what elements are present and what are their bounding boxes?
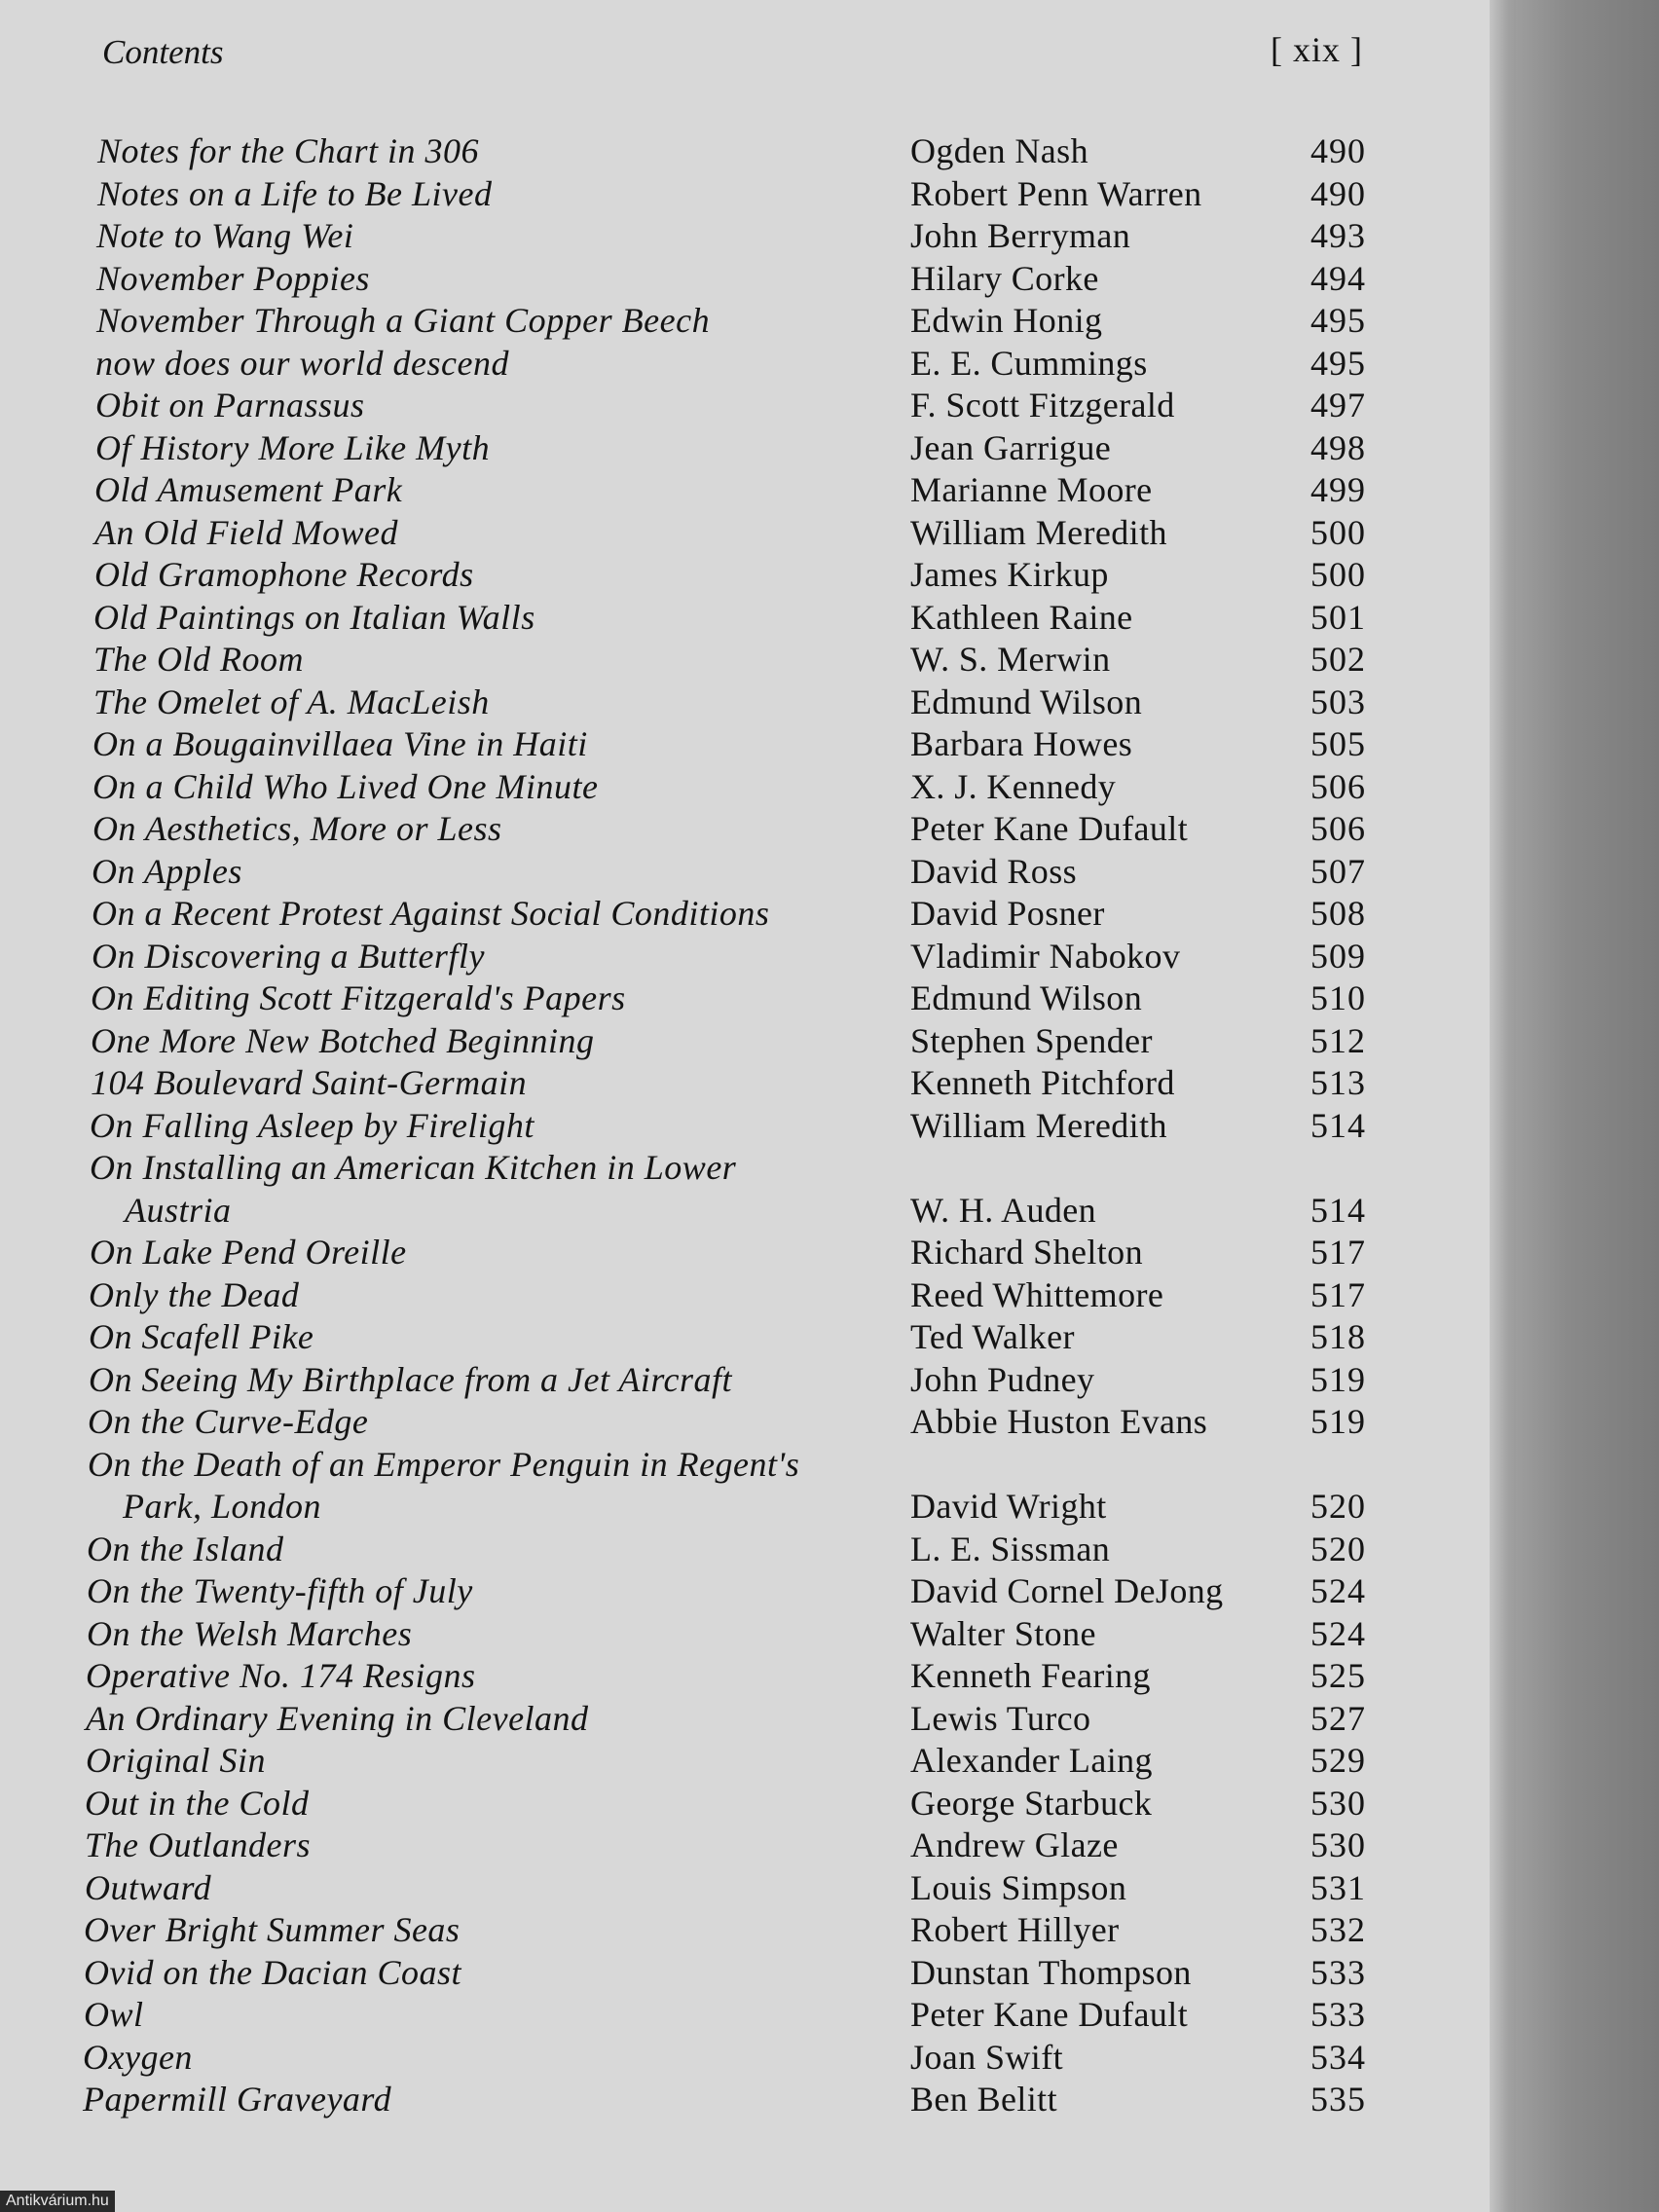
page-ref: 519	[1310, 1359, 1366, 1399]
contents-row	[0, 1529, 1490, 1571]
contents-row	[0, 2037, 1490, 2080]
poet-name: David Cornel DeJong	[910, 1571, 1224, 1610]
page-ref: 529	[1310, 1741, 1366, 1780]
page-ref: 499	[1310, 470, 1366, 509]
page-ref: 506	[1310, 766, 1366, 806]
page-ref: 498	[1310, 427, 1366, 467]
poet-name: W. H. Auden	[910, 1190, 1097, 1230]
contents-row	[0, 936, 1490, 978]
page-ref: 534	[1310, 2037, 1366, 2077]
poet-name: Abbie Huston Evans	[910, 1402, 1208, 1441]
page-ref: 527	[1310, 1698, 1366, 1738]
watermark: Antikvárium.hu	[0, 2191, 115, 2212]
page-ref: 519	[1310, 1402, 1366, 1441]
contents-row	[0, 215, 1490, 258]
poem-title: On Discovering a Butterfly	[92, 936, 485, 976]
page-ref: 502	[1310, 640, 1366, 679]
poem-title: Note to Wang Wei	[96, 216, 354, 255]
contents-row	[0, 1867, 1490, 1910]
page-ref: 520	[1310, 1529, 1366, 1568]
poem-title: On the Curve-Edge	[88, 1402, 369, 1441]
page-ref: 533	[1310, 1952, 1366, 1992]
poet-name: Kenneth Pitchford	[910, 1063, 1175, 1102]
page-ref: 509	[1310, 936, 1366, 976]
poem-title: On a Bougainvillaea Vine in Haiti	[92, 724, 588, 763]
page-ref: 493	[1310, 216, 1366, 255]
page-ref: 517	[1310, 1233, 1366, 1272]
contents-row	[0, 258, 1490, 301]
contents-row	[0, 851, 1490, 894]
contents-row	[0, 427, 1490, 470]
poet-name: Joan Swift	[910, 2037, 1063, 2077]
poem-title: On Installing an American Kitchen in Lower	[90, 1148, 737, 1187]
poet-name: Ogden Nash	[910, 131, 1088, 170]
contents-row	[0, 343, 1490, 386]
page-ref: 512	[1310, 1020, 1366, 1060]
contents-row	[0, 1655, 1490, 1698]
contents-row	[0, 1359, 1490, 1402]
page-ref: 535	[1310, 2080, 1366, 2119]
contents-row	[0, 639, 1490, 682]
contents-row	[0, 130, 1490, 173]
page-ref: 510	[1310, 978, 1366, 1017]
page-ref: 517	[1310, 1274, 1366, 1314]
poet-name: Edmund Wilson	[910, 978, 1143, 1017]
contents-row	[0, 469, 1490, 512]
contents-row	[0, 1274, 1490, 1317]
page-ref: 500	[1310, 555, 1366, 594]
poem-title: November Poppies	[96, 258, 370, 298]
contents-row	[0, 1401, 1490, 1444]
poem-title: Ovid on the Dacian Coast	[84, 1952, 461, 1992]
contents-row	[0, 1570, 1490, 1613]
page-ref: 525	[1310, 1656, 1366, 1695]
poem-title: On the Twenty-fifth of July	[87, 1571, 473, 1610]
poem-title: Out in the Cold	[85, 1783, 310, 1823]
contents-row	[0, 1740, 1490, 1783]
page-ref: 524	[1310, 1613, 1366, 1653]
page-ref: 506	[1310, 809, 1366, 848]
poet-name: Robert Penn Warren	[910, 173, 1202, 213]
contents-row	[0, 1444, 1490, 1487]
contents-row	[0, 808, 1490, 851]
page-ref: 503	[1310, 682, 1366, 721]
page-ref: 497	[1310, 386, 1366, 424]
page-ref: 507	[1310, 851, 1366, 891]
poet-name: Richard Shelton	[910, 1233, 1143, 1272]
poem-title: An Ordinary Evening in Cleveland	[86, 1698, 589, 1738]
page-ref: 530	[1310, 1783, 1366, 1823]
poem-title: November Through a Giant Copper Beech	[96, 301, 711, 340]
page-ref: 530	[1310, 1825, 1366, 1864]
poem-title: Owl	[84, 1995, 144, 2034]
poem-title: Notes for the Chart in 306	[97, 131, 480, 170]
poet-name: Edmund Wilson	[910, 682, 1143, 721]
contents-row	[0, 1909, 1490, 1952]
poet-name: Kenneth Fearing	[910, 1656, 1151, 1695]
poem-title: Original Sin	[86, 1741, 267, 1780]
page-ref: 513	[1310, 1063, 1366, 1102]
poem-title: One More New Botched Beginning	[91, 1020, 595, 1060]
poet-name: Lewis Turco	[910, 1698, 1091, 1738]
poem-title: Oxygen	[83, 2037, 193, 2077]
poet-name: David Wright	[910, 1487, 1107, 1526]
poet-name: Andrew Glaze	[910, 1825, 1119, 1864]
poet-name: George Starbuck	[910, 1783, 1153, 1823]
contents-row	[0, 977, 1490, 1020]
contents-row	[0, 173, 1490, 216]
poet-name: Louis Simpson	[910, 1867, 1127, 1907]
page-ref: 494	[1310, 258, 1366, 298]
contents-row	[0, 1190, 1490, 1233]
poet-name: Edwin Honig	[910, 301, 1103, 340]
poet-name: John Berryman	[910, 216, 1131, 255]
poem-title: Notes on a Life to Be Lived	[97, 173, 493, 213]
contents-row	[0, 300, 1490, 343]
contents-row	[0, 2079, 1490, 2121]
page-ref: 495	[1310, 301, 1366, 340]
poet-name: F. Scott Fitzgerald	[910, 386, 1175, 424]
poet-name: Peter Kane Dufault	[910, 809, 1189, 848]
contents-row	[0, 1486, 1490, 1529]
poem-title: The Old Room	[93, 640, 304, 679]
contents-row	[0, 1105, 1490, 1148]
poet-name: Walter Stone	[910, 1613, 1096, 1653]
poet-name: Ben Belitt	[910, 2080, 1057, 2119]
poem-title: An Old Field Mowed	[94, 512, 398, 552]
contents-row	[0, 893, 1490, 936]
poet-name: Hilary Corke	[910, 258, 1099, 298]
poem-title: Austria	[125, 1190, 232, 1230]
poem-title: Obit on Parnassus	[95, 386, 365, 424]
contents-row	[0, 1232, 1490, 1274]
poem-title: Old Amusement Park	[94, 470, 403, 509]
page-ref: 501	[1310, 597, 1366, 637]
poem-title: Park, London	[123, 1487, 321, 1526]
page-ref: 533	[1310, 1995, 1366, 2034]
poet-name: Alexander Laing	[910, 1741, 1153, 1780]
running-head: Contents	[102, 33, 224, 71]
poem-title: On Editing Scott Fitzgerald's Papers	[91, 978, 626, 1017]
poem-title: On Apples	[92, 851, 242, 891]
poet-name: Jean Garrigue	[910, 427, 1112, 467]
contents-row	[0, 385, 1490, 427]
poem-title: The Outlanders	[85, 1825, 311, 1864]
poem-title: The Omelet of A. MacLeish	[93, 682, 490, 721]
poem-title: On a Recent Protest Against Social Conditions	[92, 894, 770, 933]
page-ref: 518	[1310, 1317, 1366, 1356]
page-ref: 520	[1310, 1487, 1366, 1526]
poet-name: James Kirkup	[910, 555, 1109, 594]
page-ref: 505	[1310, 724, 1366, 763]
poem-title: On a Child Who Lived One Minute	[92, 766, 599, 806]
page-ref: 495	[1310, 343, 1366, 383]
poet-name: William Meredith	[910, 512, 1167, 552]
page-ref: 514	[1310, 1190, 1366, 1230]
contents-row	[0, 723, 1490, 766]
page-ref: 514	[1310, 1105, 1366, 1145]
poet-name: Dunstan Thompson	[910, 1952, 1192, 1992]
poet-name: Barbara Howes	[910, 724, 1133, 763]
poet-name: William Meredith	[910, 1105, 1167, 1145]
contents-row	[0, 1994, 1490, 2037]
poem-title: On the Death of an Emperor Penguin in Regent's	[88, 1444, 800, 1484]
contents-row	[0, 682, 1490, 724]
contents-row	[0, 1952, 1490, 1995]
page-ref: 531	[1310, 1867, 1366, 1907]
poet-name: E. E. Cummings	[910, 343, 1148, 383]
poet-name: Peter Kane Dufault	[910, 1995, 1189, 2034]
poem-title: On the Island	[87, 1529, 284, 1568]
contents-row	[0, 766, 1490, 809]
poem-title: Of History More Like Myth	[95, 427, 491, 467]
page-number: [ xix ]	[1271, 30, 1363, 69]
poem-title: 104 Boulevard Saint-Germain	[91, 1063, 528, 1102]
poet-name: Stephen Spender	[910, 1020, 1153, 1060]
poet-name: Ted Walker	[910, 1317, 1075, 1356]
poem-title: Old Gramophone Records	[94, 555, 474, 594]
poet-name: W. S. Merwin	[910, 640, 1111, 679]
contents-row	[0, 1316, 1490, 1359]
poem-title: On the Welsh Marches	[87, 1613, 413, 1653]
contents-row	[0, 1698, 1490, 1741]
page-ref: 524	[1310, 1571, 1366, 1610]
poem-title: On Lake Pend Oreille	[90, 1233, 407, 1272]
page-edge-line	[1514, 0, 1516, 2212]
contents-row	[0, 1783, 1490, 1825]
poem-title: Outward	[85, 1867, 212, 1907]
poet-name: Robert Hillyer	[910, 1910, 1120, 1949]
poem-title: On Falling Asleep by Firelight	[90, 1105, 535, 1145]
contents-row	[0, 554, 1490, 597]
poem-title: On Seeing My Birthplace from a Jet Aircraft	[89, 1359, 733, 1399]
poem-title: Over Bright Summer Seas	[84, 1910, 461, 1949]
contents-row	[0, 1020, 1490, 1063]
page-ref: 490	[1310, 173, 1366, 213]
contents-row	[0, 1613, 1490, 1656]
contents-row	[0, 597, 1490, 640]
poem-title: Only the Dead	[89, 1274, 300, 1314]
contents-row	[0, 1062, 1490, 1105]
poet-name: Vladimir Nabokov	[910, 936, 1181, 976]
poem-title: On Scafell Pike	[89, 1317, 314, 1356]
poem-title: now does our world descend	[95, 343, 509, 383]
poet-name: David Ross	[910, 851, 1078, 891]
poet-name: L. E. Sissman	[910, 1529, 1111, 1568]
poet-name: John Pudney	[910, 1359, 1095, 1399]
poet-name: Reed Whittemore	[910, 1274, 1164, 1314]
contents-row	[0, 1825, 1490, 1867]
poet-name: Marianne Moore	[910, 470, 1153, 509]
poet-name: David Posner	[910, 894, 1105, 933]
poem-title: Papermill Graveyard	[83, 2080, 392, 2119]
page-ref: 508	[1310, 894, 1366, 933]
page-ref: 532	[1310, 1910, 1366, 1949]
page-ref: 490	[1310, 131, 1366, 170]
poem-title: On Aesthetics, More or Less	[92, 809, 502, 848]
contents-row	[0, 512, 1490, 555]
contents-row	[0, 1147, 1490, 1190]
contents-list	[0, 130, 1490, 2121]
poet-name: X. J. Kennedy	[910, 766, 1117, 806]
poem-title: Operative No. 174 Resigns	[86, 1656, 476, 1695]
page-ref: 500	[1310, 512, 1366, 552]
poem-title: Old Paintings on Italian Walls	[93, 597, 535, 637]
poet-name: Kathleen Raine	[910, 597, 1133, 637]
